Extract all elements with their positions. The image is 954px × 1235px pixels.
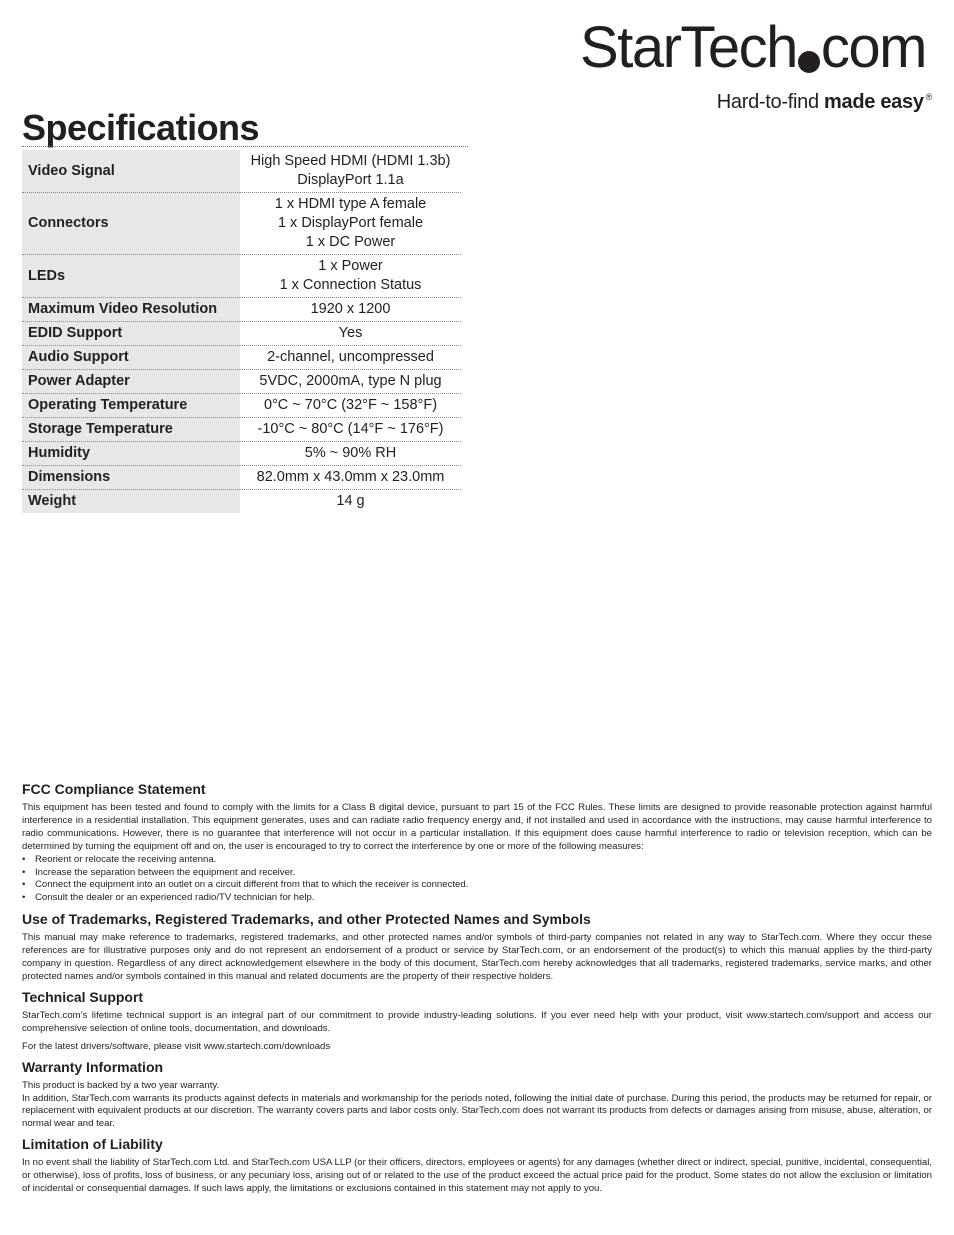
- list-item: • Consult the dealer or an experienced radio/TV technician for help.: [22, 892, 932, 905]
- spec-value-line: 1 x Power: [318, 258, 383, 274]
- logo-dotcom: com: [820, 15, 926, 80]
- spec-value: [240, 490, 461, 514]
- list-item: • Reorient or relocate the receiving antenna.: [22, 854, 932, 867]
- specifications-table: [22, 150, 461, 513]
- spec-value: [240, 442, 461, 466]
- warranty-line: This product is backed by a two year warranty.: [22, 1079, 220, 1091]
- spec-label: EDID Support: [22, 322, 240, 346]
- spec-value-line: 1 x Connection Status: [279, 277, 422, 293]
- spec-label: Dimensions: [22, 466, 240, 490]
- spec-label: Maximum Video Resolution: [22, 298, 240, 322]
- support-body: StarTech.com’s lifetime technical support is an integral part of our commitment to provide industry-leading solutions. If you ever need help with your product, visit www.startech.com/support and access our comprehensive selection of online tools, documentation, and downloads.: [22, 1009, 932, 1034]
- spec-value: [240, 394, 461, 418]
- table-row: [22, 418, 461, 442]
- spec-value: [240, 150, 461, 193]
- list-item: • Connect the equipment into an outlet on a circuit different from that to which the receiver is connected.: [22, 879, 932, 892]
- list-item: • Increase the separation between the equipment and receiver.: [22, 867, 932, 880]
- tagline-bold: made easy: [824, 91, 924, 113]
- startech-logo: [580, 14, 926, 81]
- support-drivers: For the latest drivers/software, please visit www.startech.com/downloads: [22, 1040, 331, 1052]
- table-row: [22, 150, 461, 193]
- spec-value: [240, 193, 461, 255]
- registered-mark: ®: [925, 92, 932, 102]
- fcc-body: This equipment has been tested and found to comply with the limits for a Class B digital device, pursuant to part 15 of the FCC Rules. These limits are designed to provide reasonable protection against harmful interference in a residential installation. This equipment generates, uses and can radiate radio frequency energy and, if not installed and used in accordance with the instructions, may cause harmful interference to radio communications. However, there is no guarantee that interference will not occur in a particular installation. If this equipment does cause harmful interference to radio or television reception, which can be determined by turning the equipment off and on, the user is encouraged to try to correct the interference by one or more of the following measures:: [22, 802, 932, 852]
- spec-label: Power Adapter: [22, 370, 240, 394]
- table-row: [22, 442, 461, 466]
- spec-value: [240, 370, 461, 394]
- table-row: [22, 346, 461, 370]
- table-row: [22, 193, 461, 255]
- table-row: [22, 298, 461, 322]
- fcc-section: [22, 781, 932, 905]
- spec-label: Humidity: [22, 442, 240, 466]
- spec-value: [240, 466, 461, 490]
- spec-label: Storage Temperature: [22, 418, 240, 442]
- liability-body: In no event shall the liability of StarTech.com Ltd. and StarTech.com USA LLP (or their officers, directors, employees or agents) for any damages (whether direct or indirect, special, punitive, incidental, consequential, or otherwise), loss of profits, loss of business, or any pecuniary loss, arising out of or related to the use of the product exceed the actual price paid for the product. Some states do not allow the exclusion or limitation of incidental or consequential damages. If such laws apply, the limitations or exclusions contained in this statement may not apply to you.: [22, 1157, 932, 1195]
- table-row: [22, 394, 461, 418]
- spec-value-line: 0°C ~ 70°C (32°F ~ 158°F): [263, 397, 438, 413]
- spec-label: Weight: [22, 490, 240, 514]
- spec-value-line: DisplayPort 1.1a: [297, 172, 404, 188]
- spec-value: [240, 322, 461, 346]
- trademarks-section: [22, 911, 932, 984]
- spec-value-line: 2-channel, uncompressed: [267, 349, 434, 365]
- liability-section: [22, 1136, 932, 1196]
- title-divider: [22, 146, 468, 147]
- warranty-section: [22, 1059, 932, 1132]
- spec-label: LEDs: [22, 255, 240, 298]
- support-section: [22, 989, 932, 1054]
- legal-section: [22, 781, 932, 1201]
- warranty-body: In addition, StarTech.com warrants its products against defects in materials and workmanship for the periods noted, following the initial date of purchase. During this period, the products may be returned for repair, or replacement with equivalent products at our discretion. The warranty covers parts and labor costs only. StarTech.com does not warrant its products from defects or damages arising from misuse, abuse, alteration, or normal wear and tear.: [22, 1092, 932, 1130]
- spec-value-line: Yes: [338, 325, 363, 341]
- trademarks-heading: Use of Trademarks, Registered Trademarks, and other Protected Names and Symbols: [22, 911, 591, 928]
- spec-value-line: 1 x DisplayPort female: [277, 215, 424, 231]
- support-heading: Technical Support: [22, 988, 144, 1005]
- spec-label: Operating Temperature: [22, 394, 240, 418]
- logo-dot-icon: [798, 51, 820, 73]
- tagline-regular: Hard-to-find: [716, 91, 825, 113]
- spec-value-line: 1 x DC Power: [305, 234, 396, 250]
- spec-value-line: -10°C ~ 80°C (14°F ~ 176°F): [257, 421, 444, 437]
- spec-value-line: 5% ~ 90% RH: [304, 445, 397, 461]
- table-row: [22, 322, 461, 346]
- spec-value-line: 5VDC, 2000mA, type N plug: [259, 373, 442, 389]
- spec-value: [240, 346, 461, 370]
- spec-label: Video Signal: [22, 150, 240, 193]
- table-row: [22, 490, 461, 514]
- page-title: Specifications: [22, 107, 260, 148]
- warranty-heading: Warranty Information: [22, 1058, 164, 1075]
- logo-tagline: [717, 91, 932, 114]
- spec-label: Audio Support: [22, 346, 240, 370]
- table-row: [22, 466, 461, 490]
- trademarks-body: This manual may make reference to trademarks, registered trademarks, and other protected names and/or symbols of third-party companies not related in any way to StarTech.com. Where they occur these references are for illustrative purposes only and do not represent an endorsement of a product or service by StarTech.com, or an endorsement of the product(s) to which this manual applies by the third-party company in question. Regardless of any direct acknowledgement elsewhere in the body of this document, StarTech.com hereby acknowledges that all trademarks, registered trademarks, service marks, and other protected names and/or symbols contained in this manual and related documents are the property of their respective holders.: [22, 932, 932, 982]
- spec-value-line: 1920 x 1200: [310, 301, 391, 317]
- logo-brand: StarTech: [580, 15, 797, 80]
- spec-value: [240, 255, 461, 298]
- spec-label: Connectors: [22, 193, 240, 255]
- table-row: [22, 255, 461, 298]
- spec-value-line: High Speed HDMI (HDMI 1.3b): [250, 153, 451, 169]
- liability-heading: Limitation of Liability: [22, 1136, 163, 1153]
- spec-value-line: 82.0mm x 43.0mm x 23.0mm: [256, 469, 445, 485]
- spec-value-line: 14 g: [336, 493, 365, 509]
- spec-value-line: 1 x HDMI type A female: [274, 196, 427, 212]
- spec-value: [240, 298, 461, 322]
- fcc-measures-list: [22, 854, 932, 906]
- table-row: [22, 370, 461, 394]
- fcc-heading: FCC Compliance Statement: [22, 781, 206, 797]
- spec-value: [240, 418, 461, 442]
